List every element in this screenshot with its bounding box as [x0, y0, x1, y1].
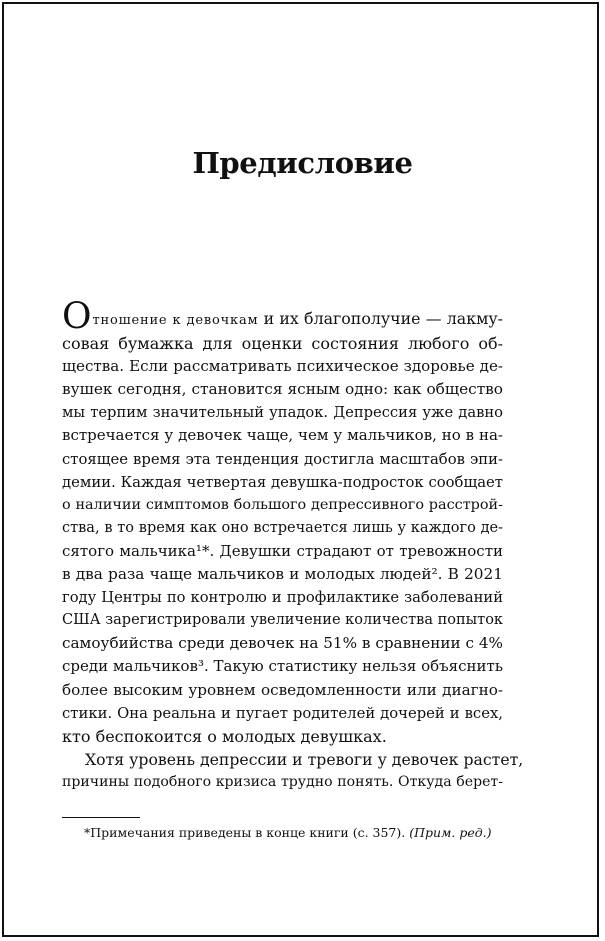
paragraph-2-line-2: причины подобного кризиса трудно понять. Откуда берет-	[62, 773, 503, 790]
text-line: США зарегистрировали увеличение количества попыток	[62, 612, 503, 629]
text-line: в два раза чаще мальчиков и молодых людей². В 2021	[62, 565, 503, 584]
text-line: году Центры по контролю и профилактике заболеваний	[62, 589, 503, 607]
drop-cap: О	[62, 296, 92, 337]
paragraph-2-line-1: Хотя уровень депрессии и тревоги у девочек растет,	[85, 749, 524, 769]
text-line: совая бумажка для оценки состояния любого об-	[62, 334, 503, 354]
text-line: мы терпим значительный упадок. Депрессия уже давно	[62, 404, 503, 422]
text-line: кто беспокоится о молодых девушках.	[62, 726, 387, 746]
body-text	[62, 296, 524, 794]
text-line: более высоким уровнем осведомленности или диагно-	[62, 680, 503, 699]
text-line: среди мальчиков³. Такую статистику нельзя объяснить	[62, 657, 503, 676]
text-line: щества. Если рассматривать психическое здоровье де-	[62, 357, 503, 376]
footnote	[84, 825, 492, 841]
text-line: о наличии симптомов большого депрессивного расстрой-	[62, 496, 503, 513]
text-line: стоящее время эта тенденция достигла масштабов эпи-	[62, 450, 503, 468]
text-line: стики. Она реальна и пугает родителей дочерей и всех,	[62, 704, 503, 722]
text-line: вушек сегодня, становится ясным одно: как общество	[62, 380, 503, 399]
text-line: встречается у девочек чаще, чем у мальчиков, но в на-	[62, 426, 503, 445]
first-line-rest: и их благополучие — лакму-	[258, 309, 503, 328]
text-line: сятого мальчика¹*. Девушки страдают от тревожности	[62, 541, 503, 560]
chapter-title: Предисловие	[192, 146, 413, 180]
text-line: ства, в то время как оно встречается лишь у каждого де-	[62, 519, 503, 536]
text-line: демии. Каждая четвертая девушка-подросток сообщает	[62, 473, 503, 491]
footnote-text: *Примечания приведены в конце книги (с. 357).	[84, 825, 410, 840]
footnote-editor-note: (Прим. ред.)	[409, 825, 492, 840]
footnote-rule	[62, 817, 140, 818]
text-line: самоубийства среди девочек на 51% в сравнении с 4%	[62, 634, 503, 653]
lead-in-smallcaps: тношение к девочкам	[92, 313, 259, 328]
paragraph-1-line-1	[62, 296, 503, 337]
